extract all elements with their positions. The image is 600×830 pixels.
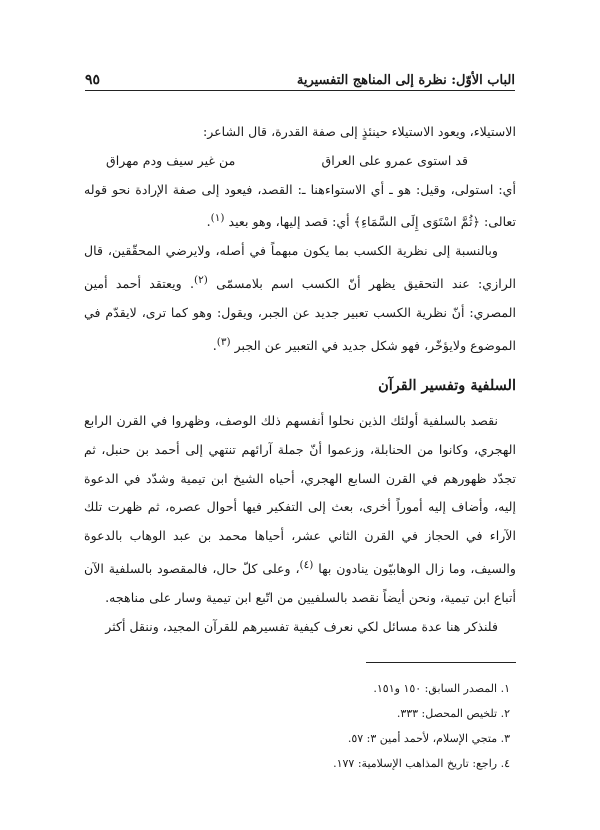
paragraph-3: وبالنسبة إلى نظرية الكسب بما يكون مبهماً في أصله، ولايرضي المحقّقين، قال الرازي: عند التحقيق يظهر أنّ الكسب اسم بلامسمّى $^{(٢)}$. ويعتقد أحمد أمين المصري: أنّ نظرية الكسب تعبير جديد عن الجبر، ويقول: وهو كما ترى، لايقدّم في الموضوع ولايؤخّر، فهو شكل جديد في التعبير عن الجبر $^{(٣)}$.: [84, 243, 517, 354]
paragraph-1: الاستيلاء، ويعود الاستيلاء حينئذٍ إلى صفة القدرة، قال الشاعر:: [202, 124, 516, 139]
footnote-4: ٤. راجع: تاريخ المذاهب الإسلامية: ١٧٧.: [333, 757, 510, 770]
paragraph-2-text: أي: استولى، وقيل: هو ـ أي الاستواءهنا ـ: القصد، فيعود إلى صفة الإرادة نحو قوله تعالى: ﴿ثُمَّ اسْتَوَى إِلَى السَّمَاءِ﴾ أي: قصد إليها، وهو بعيد: [84, 181, 516, 230]
verse-first-hemistich: قد استوى عمرو على العراق: [321, 152, 468, 168]
section-heading: السلفية وتفسير القرآن: [378, 376, 516, 394]
paragraph-3-text-b: . ويعتقد أحمد أمين المصري: أنّ نظرية الكسب تعبير جديد عن الجبر، ويقول: وهو كما ترى، لايقدّم في الموضوع ولايؤخّر، فهو شكل جديد في التعبير عن الجبر: [84, 276, 516, 354]
footnote-ref-4: (٤): [299, 558, 314, 571]
main-text: [84, 118, 516, 642]
footnote-ref-2: (٢): [193, 274, 208, 287]
paragraph-3-text-a: وبالنسبة إلى نظرية الكسب بما يكون مبهماً في أصله، ولايرضي المحقّقين، قال الرازي: عند التحقيق يظهر أنّ الكسب اسم بلامسمّى: [84, 243, 517, 292]
footnotes: [84, 676, 510, 776]
page-number: ٩٥: [85, 72, 101, 88]
footnote-divider: [366, 662, 516, 663]
paragraph-4-text-b: ، وعلى كلّ حال، فالمقصود بالسلفية الآن أتباع ابن تيمية، ونحن أيضاً نقصد بالسلفيين من اتّبع ابن تيمية وسار على مناهجه.: [84, 561, 516, 605]
footnote-1: ١. المصدر السابق: ١٥٠ و١٥١.: [373, 682, 510, 695]
footnote-3: ٣. متجي الإسلام، لأحمد أمين ٣: ٥٧.: [347, 732, 510, 745]
footnote-ref-3: (٣): [216, 335, 231, 348]
paragraph-4-text-a: نقصد بالسلفية أولئك الذين نحلوا أنفسهم ذلك الوصف، وظهروا في القرن الرابع الهجري، وكانوا من الحنابلة، وزعموا أنّ جملة آرائهم تنتهي إلى أحمد بن حنبل، ثم تجدّد ظهورهم في القرن السابع الهجري، أحياه الشيخ ابن تيمية وشدّد في الدعوة إليه، وأضاف إليه أموراً أخرى، بعث إلى التفكير فيها أحوال عصره، ثم ظهرت تلك الآراء في الحجاز في القرن الثاني عشر، أحياها محمد بن عبد الوهاب بالدعوة والسيف، وما زال الوهابيّون ينادون بها: [84, 412, 516, 577]
chapter-title: الباب الأوّل: نظرة إلى المناهج التفسيرية: [296, 73, 515, 88]
paragraph-2: أي: استولى، وقيل: هو ـ أي الاستواءهنا ـ: القصد، فيعود إلى صفة الإرادة نحو قوله تعالى: ﴿ثُمَّ اسْتَوَى إِلَى السَّمَاءِ﴾ أي: قصد إليها، وهو بعيد $^{(١)}$.: [84, 181, 516, 230]
paragraph-4: [84, 407, 516, 613]
footnote-ref-1: (١): [210, 212, 225, 225]
footnote-2: ٢. تلخيص المحصل: ٣٣٣.: [396, 707, 510, 720]
verse-second-hemistich: من غير سيف ودم مهراق: [106, 152, 236, 168]
paragraph-5: فلنذكر هنا عدة مسائل لكي نعرف كيفية تفسيرهم للقرآن المجيد، وننقل أكثر: [105, 618, 498, 634]
poetry-verse: [84, 147, 516, 176]
running-header: [85, 62, 515, 91]
